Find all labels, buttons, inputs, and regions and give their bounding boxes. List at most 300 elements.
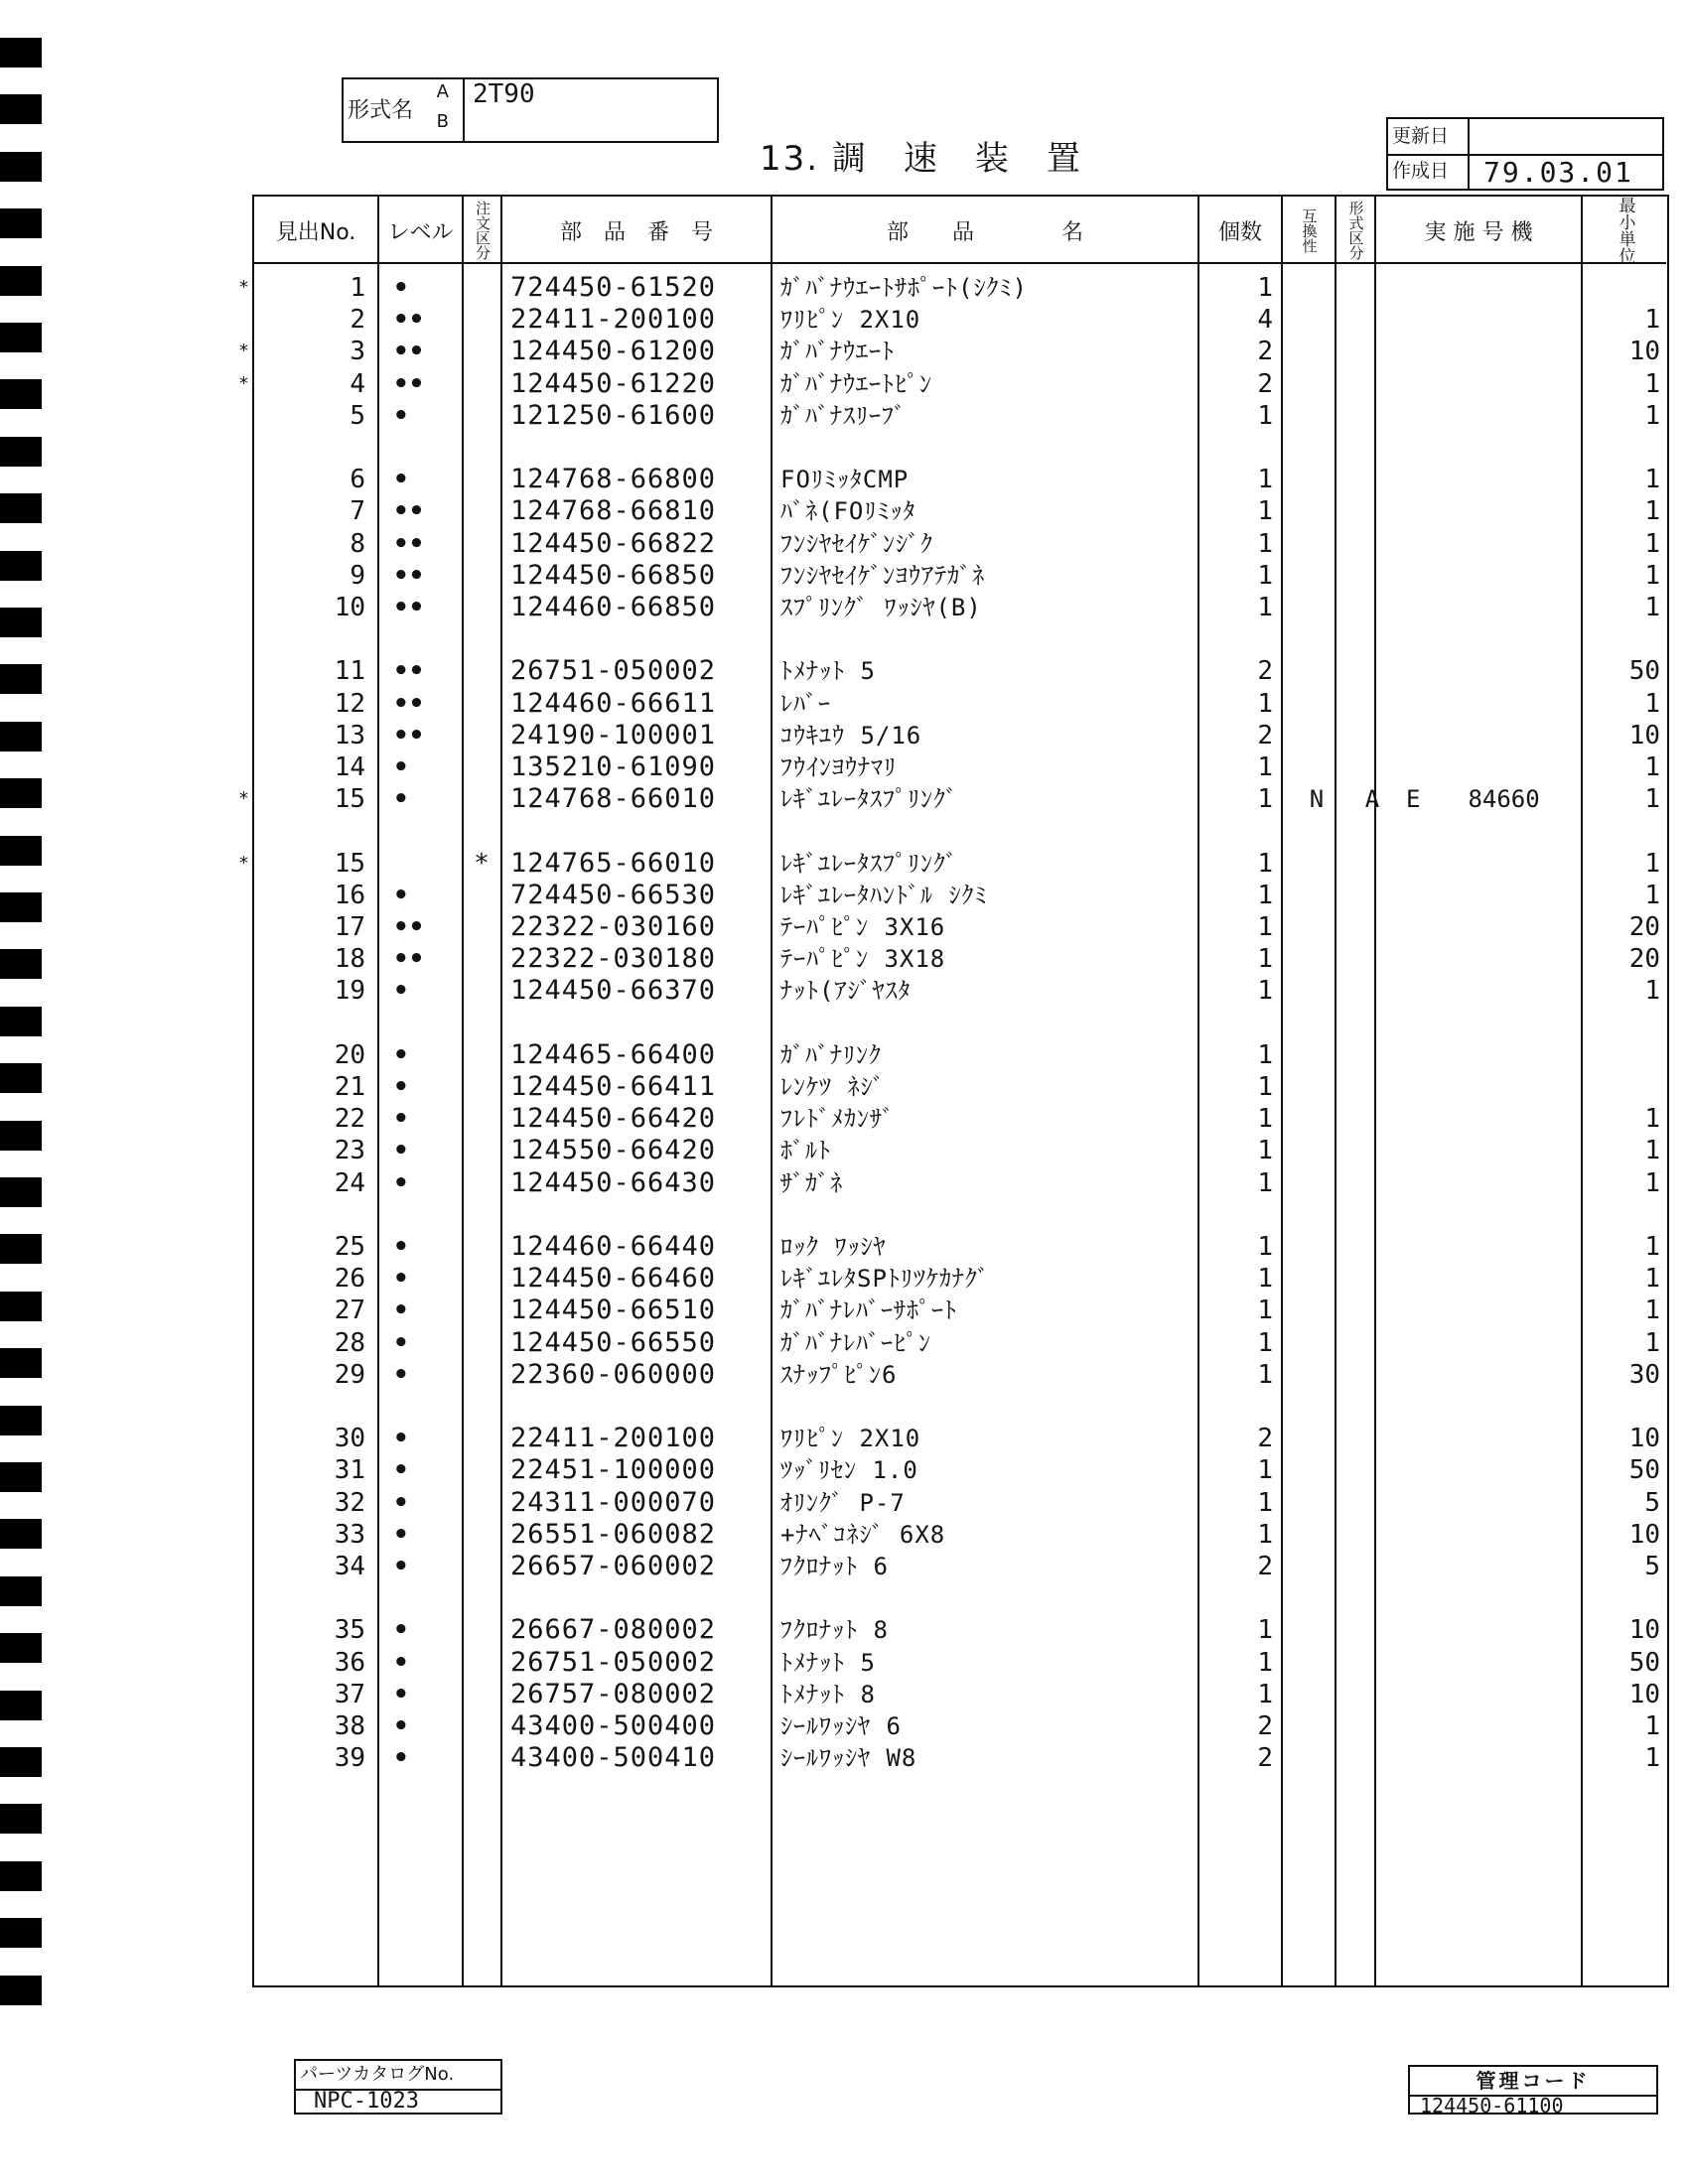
item-number: 34: [334, 1552, 365, 1581]
table-row: [254, 911, 1664, 943]
item-part-name: ｶﾞﾊﾞﾅｽﾘｰﾌﾞ: [780, 401, 907, 430]
item-number: 30: [334, 1424, 365, 1454]
date-box: [1386, 117, 1664, 191]
binding-hole: [0, 437, 42, 467]
item-quantity: 1: [1257, 912, 1273, 942]
table-row: [254, 1263, 1664, 1295]
item-part-number: 124450-66850: [510, 559, 717, 591]
table-row: [254, 975, 1664, 1007]
item-part-name: ｶﾞﾊﾞﾅｳｴｰﾄｻﾎﾟｰﾄ(ｼｸﾐ): [780, 274, 1028, 302]
item-number: 38: [334, 1711, 365, 1741]
binding-hole: [0, 1633, 42, 1663]
item-number: 26: [334, 1264, 365, 1295]
item-quantity: 1: [1257, 1296, 1273, 1326]
item-number: 12: [334, 688, 365, 719]
item-number: 36: [334, 1647, 365, 1678]
item-quantity: 2: [1257, 1424, 1273, 1454]
item-quantity: 2: [1257, 1552, 1273, 1581]
change-mark: *: [238, 372, 249, 394]
header-no: 見出No.: [275, 219, 356, 245]
item-quantity: 2: [1257, 368, 1273, 399]
item-part-number: 22411-200100: [510, 304, 717, 336]
item-min-unit: 10: [1628, 1679, 1660, 1709]
item-part-name: ﾄﾒﾅｯﾄ 8: [780, 1680, 876, 1708]
item-level: •: [393, 1296, 409, 1326]
item-number: 18: [334, 944, 365, 975]
item-min-unit: 1: [1644, 1327, 1660, 1358]
item-part-number: 124450-66430: [510, 1166, 717, 1198]
item-number: 31: [334, 1455, 365, 1486]
item-min-unit: 5: [1644, 1552, 1660, 1581]
item-part-number: 124450-66822: [510, 527, 717, 559]
item-number: 3: [350, 337, 365, 367]
table-row: [254, 1423, 1664, 1454]
item-min-unit: 30: [1628, 1359, 1660, 1390]
item-min-unit: 1: [1644, 496, 1660, 527]
item-quantity: 2: [1257, 720, 1273, 751]
item-part-number: 22360-060000: [510, 1358, 717, 1390]
item-min-unit: 1: [1644, 305, 1660, 336]
item-level: •: [393, 1072, 409, 1102]
binding-hole: [0, 1519, 42, 1549]
item-level: •: [393, 1455, 409, 1486]
item-quantity: 1: [1257, 976, 1273, 1007]
item-level: ••: [393, 560, 425, 591]
table-row: [254, 688, 1664, 720]
created-date-row: [1388, 154, 1662, 189]
header-qty: 個数: [1217, 219, 1262, 245]
table-row: [254, 1167, 1664, 1199]
item-number: 6: [350, 465, 365, 495]
item-number: 10: [334, 593, 365, 622]
item-min-unit: 1: [1644, 528, 1660, 559]
item-level: ••: [393, 688, 425, 719]
item-part-name: ﾂｯﾞﾘｾﾝ 1.0: [780, 1456, 918, 1485]
item-quantity: 1: [1257, 688, 1273, 719]
item-quantity: 1: [1257, 400, 1273, 431]
item-part-name: ﾚﾝｹﾂ ﾈｼﾞ: [780, 1073, 886, 1101]
header-model-class: 形式区分: [1346, 201, 1365, 260]
item-number: 4: [350, 368, 365, 399]
item-number: 9: [350, 560, 365, 591]
item-quantity: 1: [1257, 1104, 1273, 1135]
header-part-no: 部 品 番 号: [559, 219, 713, 245]
item-part-name: ｽﾌﾟﾘﾝｸﾞ ﾜｯｼﾔ(B): [780, 594, 982, 621]
binding-hole: [0, 379, 42, 409]
item-number: 8: [350, 528, 365, 559]
table-row: [238, 783, 1664, 815]
item-quantity: 2: [1257, 1711, 1273, 1741]
binding-hole: [0, 664, 42, 694]
change-mark: *: [238, 852, 249, 874]
item-min-unit: 10: [1628, 1519, 1660, 1550]
table-row: [254, 1039, 1664, 1071]
management-code-label: 管理コード: [1476, 2069, 1591, 2093]
model-variant-a: A: [436, 81, 449, 102]
item-quantity: 1: [1257, 496, 1273, 527]
item-part-number: 124550-66420: [510, 1135, 717, 1166]
item-quantity: 2: [1257, 337, 1273, 367]
item-level: •: [393, 976, 409, 1007]
table-row: [254, 1359, 1664, 1391]
item-level: ••: [393, 496, 425, 527]
item-quantity: 1: [1257, 465, 1273, 495]
item-number: 11: [334, 656, 365, 687]
item-part-number: 124768-66010: [510, 783, 717, 815]
binding-hole: [0, 1576, 42, 1606]
item-min-unit: 1: [1644, 976, 1660, 1007]
table-row: [254, 720, 1664, 751]
binding-hole: [0, 1121, 42, 1151]
item-part-name: ﾚﾊﾞｰ: [780, 689, 831, 718]
item-quantity: 1: [1257, 1136, 1273, 1166]
table-row: [254, 1614, 1664, 1646]
item-part-number: 26751-050002: [510, 1646, 717, 1678]
item-level: •: [393, 1039, 409, 1070]
binding-hole: [0, 266, 42, 296]
item-min-unit: 1: [1644, 784, 1660, 815]
item-quantity: 1: [1257, 848, 1273, 879]
table-row: [238, 272, 1664, 304]
item-min-unit: 1: [1644, 1264, 1660, 1295]
table-row: [254, 495, 1664, 527]
table-row: [254, 1551, 1664, 1582]
item-number: 7: [350, 496, 365, 527]
item-min-unit: 50: [1628, 1455, 1660, 1486]
item-level: •: [393, 1743, 409, 1774]
change-mark: *: [238, 277, 249, 298]
item-part-number: 22322-030180: [510, 943, 717, 975]
item-min-unit: 1: [1644, 1167, 1660, 1198]
item-level: •: [393, 1264, 409, 1295]
item-level: ••: [393, 593, 425, 622]
item-quantity: 1: [1257, 880, 1273, 910]
item-part-number: 124450-61200: [510, 336, 717, 367]
item-min-unit: 1: [1644, 1136, 1660, 1166]
item-level: •: [393, 1104, 409, 1135]
item-part-number: 26667-080002: [510, 1614, 717, 1646]
table-row: [254, 1454, 1664, 1486]
item-number: 24: [334, 1167, 365, 1198]
item-number: 37: [334, 1679, 365, 1709]
table-row: [238, 847, 1664, 880]
item-number: 33: [334, 1519, 365, 1550]
binding-hole: [0, 608, 42, 637]
item-part-name: ﾅｯﾄ(ｱｼﾞﾔｽﾀ: [780, 977, 912, 1006]
table-row: [254, 880, 1664, 911]
change-mark: *: [238, 788, 249, 810]
model-name-value: 2T90: [473, 79, 535, 109]
item-quantity: 1: [1257, 1167, 1273, 1198]
binding-hole: [0, 836, 42, 866]
binding-hole: [0, 778, 42, 808]
item-part-number: 24311-000070: [510, 1486, 717, 1518]
page-title: 13. 調 速 装 置: [760, 139, 1082, 179]
item-quantity: 1: [1257, 560, 1273, 591]
item-part-name: ﾄﾒﾅｯﾄ 5: [780, 657, 876, 686]
binding-hole: [0, 208, 42, 238]
binding-hole: [0, 949, 42, 979]
header-interchange: 互換性: [1300, 207, 1319, 253]
item-level: •: [393, 1679, 409, 1709]
item-interchange: N: [1309, 785, 1325, 814]
item-min-unit: 1: [1644, 1711, 1660, 1741]
item-part-number: 124460-66440: [510, 1231, 717, 1262]
binding-hole: [0, 38, 42, 68]
binding-hole: [0, 94, 42, 124]
item-level: •: [393, 1487, 409, 1518]
item-level: •: [393, 1552, 409, 1581]
item-part-name: ﾎﾞﾙﾄ: [780, 1137, 831, 1165]
item-number: 19: [334, 976, 365, 1007]
binding-hole: [0, 1007, 42, 1036]
item-level: ••: [393, 656, 425, 687]
table-row: [254, 1295, 1664, 1326]
binding-hole: [0, 1918, 42, 1948]
item-part-number: 124450-66460: [510, 1263, 717, 1295]
item-number: 17: [334, 912, 365, 942]
item-number: 15: [334, 848, 365, 879]
item-part-name: ﾚｷﾞﾕﾚﾀSPﾄﾘﾂｹｶﾅｸﾞ: [780, 1265, 990, 1294]
item-part-name: ｶﾞﾊﾞﾅｳｴｰﾄﾋﾟﾝ: [780, 369, 932, 398]
item-min-unit: 50: [1628, 656, 1660, 687]
item-part-number: 26551-060082: [510, 1518, 717, 1550]
item-quantity: 1: [1257, 944, 1273, 975]
item-quantity: 1: [1257, 1519, 1273, 1550]
item-quantity: 2: [1257, 1743, 1273, 1774]
item-number: 21: [334, 1072, 365, 1102]
item-level: •: [393, 1647, 409, 1678]
item-level: •: [393, 1615, 409, 1646]
item-level: •: [393, 752, 409, 782]
item-number: 1: [350, 273, 365, 303]
item-model-class: A: [1364, 785, 1380, 814]
item-part-number: 26757-080002: [510, 1678, 717, 1709]
updated-date-label: 更新日: [1388, 119, 1470, 154]
item-number: 39: [334, 1743, 365, 1774]
table-row: [254, 1071, 1664, 1103]
item-part-name: ﾃｰﾊﾟﾋﾟﾝ 3X16: [780, 913, 946, 941]
item-level: •: [393, 880, 409, 910]
item-part-name: ﾚｷﾞﾕﾚｰﾀｽﾌﾟﾘﾝｸﾞ: [780, 785, 958, 814]
binding-hole: [0, 892, 42, 922]
item-part-name: ﾜﾘﾋﾟﾝ 2X10: [780, 1425, 921, 1453]
item-number: 32: [334, 1487, 365, 1518]
item-level: •: [393, 1167, 409, 1198]
item-min-unit: 1: [1644, 688, 1660, 719]
header-part-name: 部 品 名: [886, 219, 1083, 245]
item-min-unit: 1: [1644, 465, 1660, 495]
item-level: ••: [393, 944, 425, 975]
item-part-name: ｼｰﾙﾜｯｼﾔ 6: [780, 1712, 902, 1740]
item-level: •: [393, 784, 409, 815]
binding-hole: [0, 1063, 42, 1093]
binding-hole: [0, 551, 42, 581]
table-row: [254, 1742, 1664, 1774]
item-level: ••: [393, 305, 425, 336]
model-name-box: [342, 77, 719, 143]
item-part-name: ﾌｳｲﾝﾖｳﾅﾏﾘ: [780, 753, 897, 781]
binding-hole: [0, 1747, 42, 1777]
table-row: [254, 943, 1664, 975]
item-min-unit: 10: [1628, 337, 1660, 367]
management-code-box: [1408, 2065, 1658, 2115]
item-part-name: ｶﾞﾊﾞﾅｳｴｰﾄ: [780, 338, 895, 366]
item-quantity: 1: [1257, 1039, 1273, 1070]
binding-holes: [0, 0, 50, 2184]
binding-hole: [0, 1804, 42, 1834]
item-level: ••: [393, 720, 425, 751]
item-number: 27: [334, 1296, 365, 1326]
binding-hole: [0, 1406, 42, 1435]
item-quantity: 1: [1257, 1679, 1273, 1709]
item-quantity: 1: [1257, 1264, 1273, 1295]
item-level: •: [393, 1327, 409, 1358]
table-row: [254, 592, 1664, 623]
item-part-name: ｶﾞﾊﾞﾅﾚﾊﾞｰｻﾎﾟｰﾄ: [780, 1297, 957, 1325]
item-order-class: *: [474, 848, 490, 879]
item-min-unit: 20: [1628, 944, 1660, 975]
item-quantity: 1: [1257, 1359, 1273, 1390]
item-quantity: 1: [1257, 1232, 1273, 1262]
header-order-class: 注文区分: [474, 201, 492, 260]
model-name-label: 形式名: [348, 98, 414, 123]
item-level: •: [393, 1136, 409, 1166]
item-number: 35: [334, 1615, 365, 1646]
item-part-number: 135210-61090: [510, 751, 717, 782]
binding-hole: [0, 493, 42, 523]
item-part-name: ﾛｯｸ ﾜｯｼﾔ: [780, 1233, 887, 1261]
item-number: 2: [350, 305, 365, 336]
header-level: レベル: [387, 219, 454, 245]
item-part-name: +ﾅﾍﾞｺﾈｼﾞ 6X8: [780, 1520, 946, 1549]
change-mark: *: [238, 341, 249, 362]
item-number: 23: [334, 1136, 365, 1166]
table-row: [254, 1103, 1664, 1135]
item-part-number: 724450-61520: [510, 272, 717, 303]
table-row: [254, 528, 1664, 560]
item-part-number: 124450-66510: [510, 1295, 717, 1326]
item-level: •: [393, 273, 409, 303]
item-part-number: 124450-66550: [510, 1326, 717, 1358]
item-part-name: ｼｰﾙﾜｯｼﾔ W8: [780, 1744, 917, 1773]
item-part-name: ﾜﾘﾋﾟﾝ 2X10: [780, 306, 921, 335]
table-row: [254, 464, 1664, 495]
item-part-name: ｽﾅｯﾌﾟﾋﾟﾝ6: [780, 1360, 898, 1389]
item-number: 25: [334, 1232, 365, 1262]
management-code-value: 124450-61100: [1420, 2097, 1564, 2115]
item-min-unit: 1: [1644, 1232, 1660, 1262]
item-quantity: 1: [1257, 273, 1273, 303]
item-min-unit: 10: [1628, 1424, 1660, 1454]
item-part-name: ﾄﾒﾅｯﾄ 5: [780, 1648, 876, 1677]
table-row: [254, 1679, 1664, 1710]
table-row: [254, 1487, 1664, 1519]
item-serial: E 84660: [1406, 785, 1540, 814]
item-level: ••: [393, 912, 425, 942]
model-variant-b: B: [436, 111, 449, 132]
item-min-unit: 1: [1644, 1296, 1660, 1326]
binding-hole: [0, 1462, 42, 1492]
table-row: [254, 1327, 1664, 1359]
item-number: 13: [334, 720, 365, 751]
table-row: [254, 751, 1664, 783]
item-part-number: 43400-500410: [510, 1742, 717, 1774]
item-min-unit: 50: [1628, 1647, 1660, 1678]
item-number: 14: [334, 752, 365, 782]
item-min-unit: 20: [1628, 912, 1660, 942]
item-part-name: ﾌﾚﾄﾞﾒｶﾝｻﾞ: [780, 1105, 895, 1134]
item-quantity: 1: [1257, 1647, 1273, 1678]
item-quantity: 1: [1257, 528, 1273, 559]
catalog-number-label: パーツカタログNo.: [300, 2064, 455, 2085]
item-part-number: 124450-66411: [510, 1071, 717, 1102]
table-row: [254, 304, 1664, 336]
item-level: ••: [393, 368, 425, 399]
header-min-unit: 最小単位: [1615, 197, 1635, 264]
item-quantity: 1: [1257, 1072, 1273, 1102]
item-level: ••: [393, 337, 425, 367]
item-quantity: 1: [1257, 1487, 1273, 1518]
item-part-name: ｶﾞﾊﾞﾅﾘﾝｸ: [780, 1040, 882, 1069]
item-part-number: 124768-66800: [510, 464, 717, 495]
item-level: •: [393, 400, 409, 431]
item-part-name: ﾊﾞﾈ(FOﾘﾐｯﾀ: [780, 497, 916, 526]
binding-hole: [0, 1292, 42, 1321]
item-quantity: 1: [1257, 1615, 1273, 1646]
table-row: [254, 1710, 1664, 1742]
item-number: 28: [334, 1327, 365, 1358]
item-level: ••: [393, 528, 425, 559]
binding-hole: [0, 152, 42, 182]
header-serial: 実 施 号 機: [1424, 219, 1533, 245]
model-name-label-cell: [344, 79, 465, 141]
binding-hole: [0, 722, 42, 751]
item-number: 29: [334, 1359, 365, 1390]
item-min-unit: 1: [1644, 368, 1660, 399]
item-part-name: ｺｳｷﾕｳ 5/16: [780, 721, 922, 750]
item-level: •: [393, 1232, 409, 1262]
table-row: [254, 400, 1664, 432]
binding-hole: [0, 1976, 42, 2005]
item-level: •: [393, 465, 409, 495]
item-level: •: [393, 1711, 409, 1741]
item-part-name: ｵﾘﾝｸﾞ P-7: [780, 1488, 906, 1517]
item-min-unit: 1: [1644, 400, 1660, 431]
binding-hole: [0, 323, 42, 352]
item-number: 16: [334, 880, 365, 910]
item-part-number: 124450-61220: [510, 367, 717, 399]
binding-hole: [0, 1861, 42, 1891]
item-part-name: ﾌｸﾛﾅｯﾄ 6: [780, 1553, 889, 1580]
table-row: [238, 336, 1664, 367]
table-row: [254, 1519, 1664, 1551]
created-date-value: 79.03.01: [1483, 156, 1633, 189]
item-quantity: 1: [1257, 593, 1273, 622]
binding-hole: [0, 1234, 42, 1264]
updated-date-row: [1388, 119, 1662, 156]
item-min-unit: 10: [1628, 1615, 1660, 1646]
item-part-number: 124765-66010: [510, 847, 717, 879]
item-part-number: 121250-61600: [510, 399, 717, 431]
created-date-label: 作成日: [1388, 154, 1470, 189]
item-part-name: ﾌｸﾛﾅｯﾄ 8: [780, 1616, 889, 1645]
binding-hole: [0, 1691, 42, 1720]
item-part-number: 124450-66420: [510, 1103, 717, 1135]
catalog-number-value: NPC-1023: [314, 2091, 419, 2113]
binding-hole: [0, 1348, 42, 1378]
item-level: •: [393, 1359, 409, 1390]
